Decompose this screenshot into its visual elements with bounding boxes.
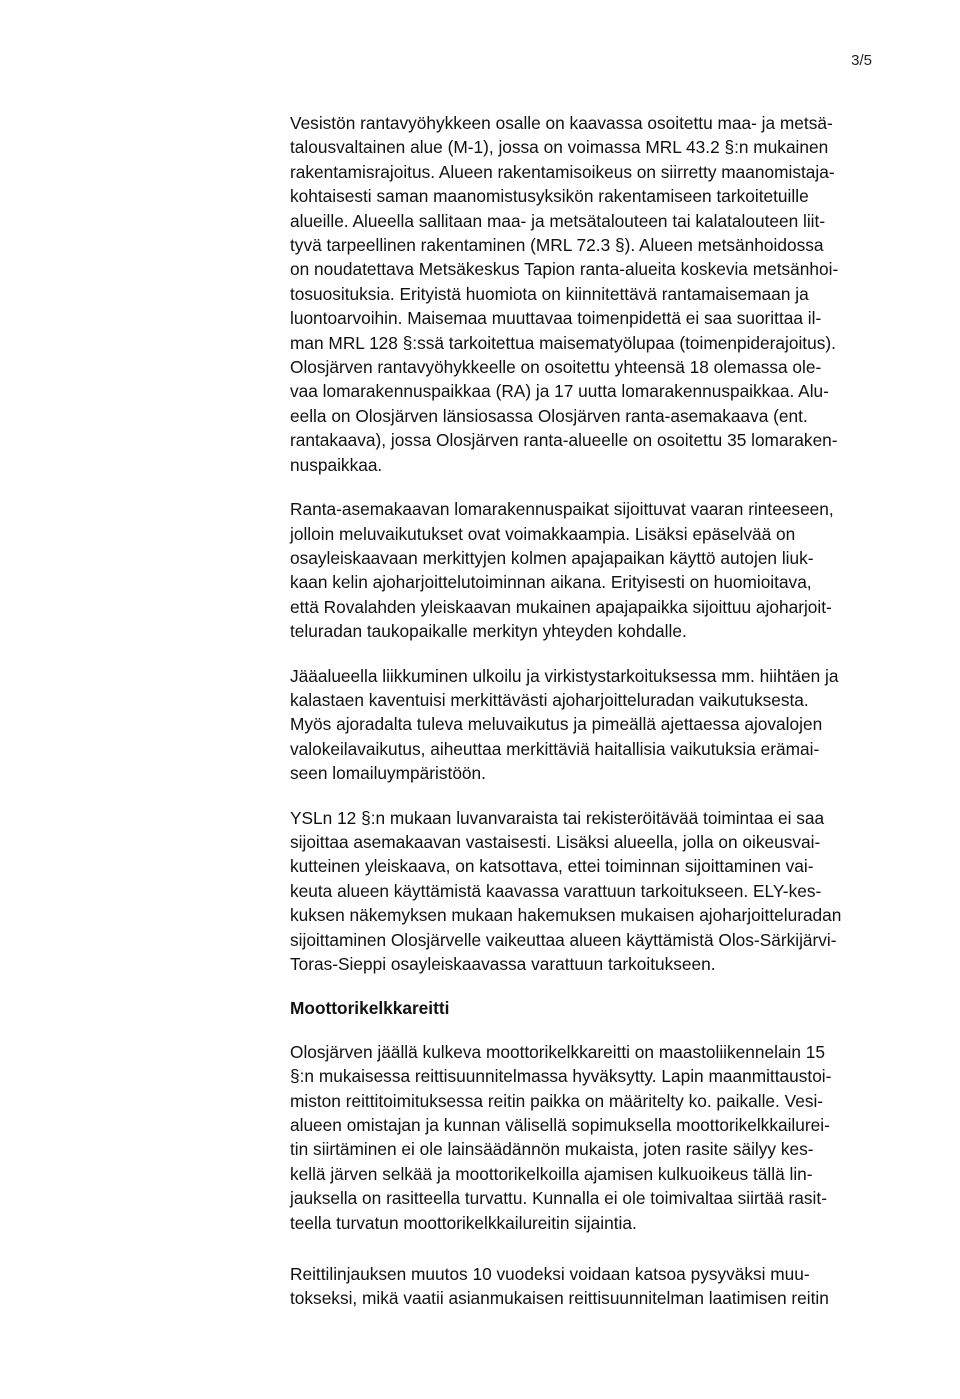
document-body	[290, 111, 890, 1311]
text-line: sijoittaminen Olosjärvelle vaikeuttaa alueen käyttämistä Olos-Särkijärvi-	[290, 929, 837, 950]
text-line: talousvaltainen alue (M-1), jossa on voimassa MRL 43.2 §:n mukainen	[290, 137, 829, 158]
text-line: rakentamisrajoitus. Alueen rakentamisoikeus on siirretty maanomistaja-	[290, 161, 835, 182]
text-line: tin siirtäminen ei ole lainsäädännön mukaista, joten rasite säilyy kes-	[290, 1139, 814, 1160]
text-line: §:n mukaisessa reittisuunnitelmassa hyväksytty. Lapin maanmittaustoi-	[290, 1066, 832, 1087]
text-line: Reittilinjauksen muutos 10 vuodeksi voidaan katsoa pysyväksi muu-	[290, 1264, 810, 1285]
text-line: rantakaava), jossa Olosjärven ranta-alueelle on osoitettu 35 lomaraken-	[290, 430, 838, 451]
text-line: Vesistön rantavyöhykkeen osalle on kaavassa osoitettu maa- ja metsä-	[290, 113, 833, 133]
text-line: jauksella on rasitteella turvattu. Kunnalla ei ole toimivaltaa siirtää rasit-	[290, 1188, 827, 1209]
paragraph	[290, 497, 890, 643]
text-line: kalastaen kaventuisi merkittävästi ajoharjoitteluradan vaikutuksesta.	[290, 689, 809, 710]
text-line: osayleiskaavaan merkittyjen kolmen apajapaikan käyttö autojen liuk-	[290, 547, 814, 568]
text-line: tosuosituksia. Erityistä huomiota on kiinnitettävä rantamaisemaan ja	[290, 283, 809, 304]
text-line: alueille. Alueella sallitaan maa- ja metsätalouteen tai kalatalouteen liit-	[290, 210, 826, 231]
text-line: YSLn 12 §:n mukaan luvanvaraista tai rekisteröitävää toimintaa ei saa	[290, 807, 825, 828]
text-line: Toras-Sieppi osayleiskaavassa varattuun tarkoitukseen.	[290, 954, 716, 974]
text-line: teluradan taukopaikalle merkityn yhteyden kohdalle.	[290, 621, 687, 642]
text-line: eella on Olosjärven länsiosassa Olosjärven ranta-asemakaava (ent.	[290, 405, 808, 426]
text-line: teella turvatun moottorikelkkailureitin sijaintia.	[290, 1212, 637, 1233]
section-heading: Moottorikelkkareitti	[290, 998, 450, 1019]
text-line: nuspaikkaa.	[290, 454, 383, 475]
text-line: on noudatettava Metsäkeskus Tapion ranta-alueita koskevia metsänhoi-	[290, 259, 839, 280]
text-line: Olosjärven rantavyöhykkeelle on osoitettu yhteensä 18 olemassa ole-	[290, 357, 822, 378]
text-line: valokeilavaikutus, aiheuttaa merkittäviä haitallisia vaikutuksia erämai-	[290, 738, 820, 759]
text-line: vaa lomarakennuspaikkaa (RA) ja 17 uutta lomarakennuspaikkaa. Alu-	[290, 381, 829, 402]
text-line: kaan kelin ajoharjoittelutoiminnan aikana. Erityisesti on huomioitava,	[290, 572, 812, 593]
text-line: miston reittitoimituksessa reitin paikka on määritelty ko. paikalle. Vesi-	[290, 1090, 824, 1111]
text-line: Olosjärven jäällä kulkeva moottorikelkkareitti on maastoliikennelain 15	[290, 1041, 826, 1062]
text-line: kellä järven selkää ja moottorikelkoilla ajamisen kulkuoikeus tällä lin-	[290, 1163, 813, 1184]
paragraph	[290, 1262, 890, 1311]
text-line: kutteinen yleiskaava, on katsottava, ettei toiminnan sijoittaminen vai-	[290, 856, 814, 877]
text-line: man MRL 128 §:ssä tarkoitettua maisematyölupaa (toimenpiderajoitus).	[290, 332, 836, 353]
text-line: tokseksi, mikä vaatii asianmukaisen reittisuunnitelman laatimisen reitin	[290, 1288, 829, 1309]
text-line: jolloin meluvaikutukset ovat voimakkaampia. Lisäksi epäselvää on	[290, 523, 796, 544]
paragraph	[290, 111, 890, 477]
text-line: alueen omistajan ja kunnan välisellä sopimuksella moottorikelkkailurei-	[290, 1115, 830, 1136]
paragraph	[290, 1040, 890, 1235]
text-line: sijoittaa asemakaavan vastaisesti. Lisäksi alueella, jolla on oikeusvai-	[290, 831, 821, 852]
paragraph	[290, 664, 890, 786]
text-line: luontoarvoihin. Maisemaa muuttavaa toimenpidettä ei saa suorittaa il-	[290, 308, 822, 329]
text-line: tyvä tarpeellinen rakentaminen (MRL 72.3 §). Alueen metsänhoidossa	[290, 235, 824, 256]
text-line: keuta alueen käyttämistä kaavassa varattuun tarkoitukseen. ELY-kes-	[290, 880, 822, 901]
text-line: Myös ajoradalta tuleva meluvaikutus ja pimeällä ajettaessa ajovalojen	[290, 714, 823, 735]
text-line: Jääalueella liikkuminen ulkoilu ja virkistystarkoituksessa mm. hiihtäen ja	[290, 665, 839, 686]
page-number: 3/5	[851, 52, 872, 69]
paragraph	[290, 806, 890, 977]
text-line: kohtaisesti saman maanomistusyksikön rakentamiseen tarkoitetuille	[290, 186, 809, 207]
text-line: että Rovalahden yleiskaavan mukainen apajapaikka sijoittuu ajoharjoit-	[290, 596, 832, 617]
text-line: seen lomailuympäristöön.	[290, 763, 486, 784]
text-line: kuksen näkemyksen mukaan hakemuksen mukaisen ajoharjoitteluradan	[290, 905, 842, 926]
text-line: Ranta-asemakaavan lomarakennuspaikat sijoittuvat vaaran rinteeseen,	[290, 499, 834, 520]
